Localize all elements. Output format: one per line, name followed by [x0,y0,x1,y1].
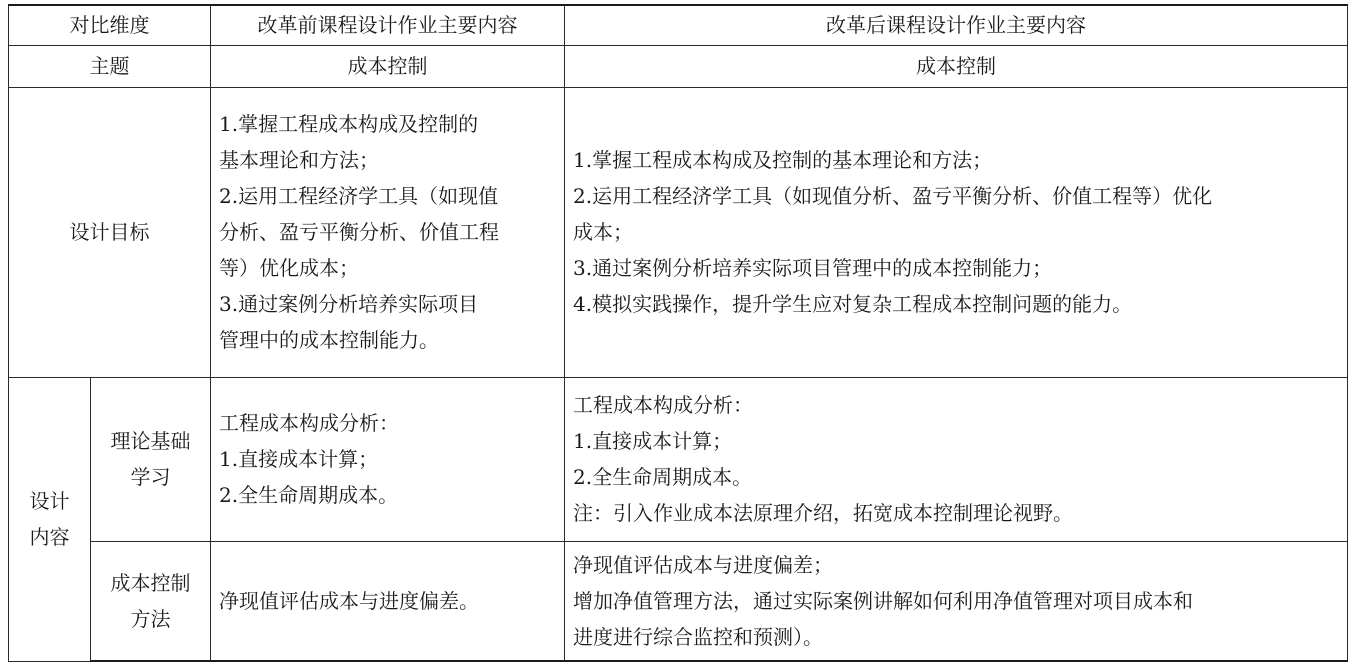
theory-before-line: 2.全生命周期成本。 [219,483,399,507]
goal-after-line: 2.运用工程经济学工具（如现值分析、盈亏平衡分析、价值工程等）优化 [573,184,1213,208]
theory-after-line: 1.直接成本计算； [573,429,733,453]
content-label-line: 设计 [29,489,70,513]
theory-before [211,377,565,541]
goal-after-line: 1.掌握工程成本构成及控制的基本理论和方法； [573,148,993,172]
goal-before-line: 管理中的成本控制能力。 [219,328,439,352]
theory-row [9,377,1348,541]
theory-before-line: 工程成本构成分析： [219,411,399,435]
goal-label: 设计目标 [9,87,211,377]
goal-before-line: 2.运用工程经济学工具（如现值 [219,184,499,208]
goal-before-line: 3.通过案例分析培养实际项目 [219,292,479,316]
theory-label [91,377,211,541]
theory-after-line: 工程成本构成分析： [573,393,753,417]
goal-before-line: 等）优化成本； [219,256,359,280]
theory-before-line: 1.直接成本计算； [219,447,379,471]
goal-after-line: 4.模拟实践操作，提升学生应对复杂工程成本控制问题的能力。 [573,292,1133,316]
method-after-line: 增加净值管理方法，通过实际案例讲解如何利用净值管理对项目成本和 [573,588,1193,613]
goal-after-line: 成本； [573,220,633,244]
content-label-line: 内容 [29,525,70,549]
goal-before-line: 分析、盈亏平衡分析、价值工程 [219,220,499,244]
method-label-line: 成本控制 [110,570,191,595]
theme-row [9,45,1348,87]
theory-label-line: 理论基础 [110,429,191,453]
method-row [9,541,1348,661]
content-label [9,377,91,661]
header-after: 改革后课程设计作业主要内容 [565,5,1348,45]
comparison-table [8,4,1348,662]
method-after [565,541,1348,661]
theme-after: 成本控制 [565,45,1348,87]
header-before: 改革前课程设计作业主要内容 [211,5,565,45]
header-dimension: 对比维度 [9,5,211,45]
method-before-line: 净现值评估成本与进度偏差。 [219,588,479,613]
method-label [91,541,211,661]
theme-before: 成本控制 [211,45,565,87]
goal-after [565,87,1348,377]
method-after-line: 进度进行综合监控和预测）。 [573,624,823,649]
method-before [211,541,565,661]
method-after-line: 净现值评估成本与进度偏差； [573,552,833,577]
goal-before [211,87,565,377]
theory-after [565,377,1348,541]
goal-after-line: 3.通过案例分析培养实际项目管理中的成本控制能力； [573,256,1053,280]
header-row [9,5,1348,45]
theory-label-line: 学习 [130,465,171,489]
theory-after-line: 注：引入作业成本法原理介绍，拓宽成本控制理论视野。 [573,501,1073,525]
theory-after-line: 2.全生命周期成本。 [573,465,753,489]
goal-before-line: 基本理论和方法； [219,148,379,172]
goal-row [9,87,1348,377]
theme-label: 主题 [9,45,211,87]
goal-before-line: 1.掌握工程成本构成及控制的 [219,112,479,136]
method-label-line: 方法 [130,606,171,631]
